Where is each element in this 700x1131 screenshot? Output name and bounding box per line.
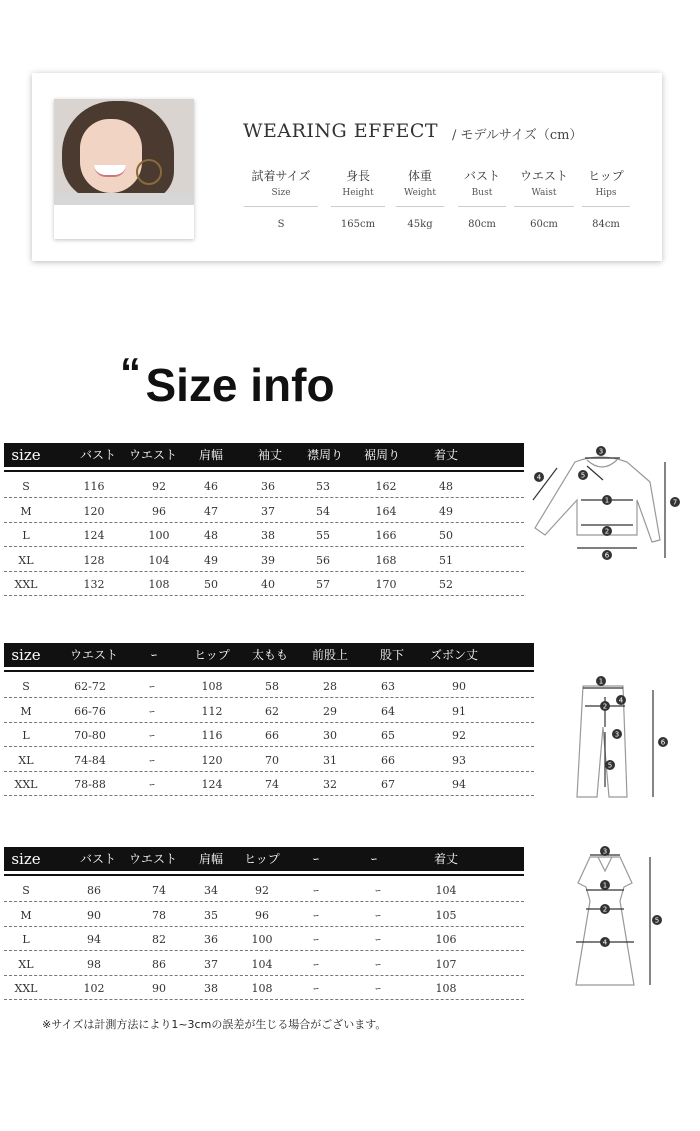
table-cell: 57 <box>316 578 330 591</box>
table-header-cell: ウエスト <box>128 448 177 462</box>
table-cell: 86 <box>152 957 166 971</box>
table-cell: ｰ <box>375 884 381 897</box>
table-cell: 74 <box>265 778 279 791</box>
table-cell: 164 <box>375 504 397 518</box>
table-cell: 78-88 <box>74 778 106 791</box>
model-size-subtitle: / モデルサイズ（cm） <box>452 128 583 143</box>
measure-value: S <box>277 219 285 230</box>
table-header-cell: ヒップ <box>194 648 230 662</box>
table-cell: 38 <box>204 982 218 995</box>
measure-column <box>514 167 574 230</box>
size-table-header <box>4 443 524 467</box>
measure-label-jp: ウエスト <box>519 169 568 183</box>
table-cell: 55 <box>316 529 330 542</box>
table-row <box>4 571 524 596</box>
quote-mark: “ <box>120 349 141 396</box>
measure-value: 84cm <box>592 219 620 230</box>
table-cell: 36 <box>204 933 218 946</box>
dress-label-5: 5 <box>654 916 660 925</box>
table-cell: 74-84 <box>74 753 106 767</box>
table-cell: 66 <box>381 753 395 767</box>
table-cell: 37 <box>261 504 275 518</box>
header-underline <box>4 470 524 472</box>
table-cell: 49 <box>204 553 218 567</box>
table-cell: 170 <box>375 578 397 591</box>
table-cell: 37 <box>204 957 218 971</box>
pants-label-5: 5 <box>607 761 613 770</box>
table-cell: 90 <box>452 680 466 693</box>
measure-value: 45kg <box>407 219 433 230</box>
table-cell: 124 <box>201 778 223 791</box>
table-header-cell: size <box>11 646 41 664</box>
table-cell: 92 <box>255 884 269 897</box>
table-cell: L <box>22 933 30 946</box>
table-cell: ｰ <box>313 908 319 922</box>
table-cell: 100 <box>251 933 273 946</box>
table-cell: 108 <box>148 578 170 591</box>
table-cell: 56 <box>316 553 330 567</box>
table-cell: L <box>22 529 30 542</box>
table-cell: 94 <box>87 933 101 946</box>
table-cell: 47 <box>204 504 218 518</box>
top-label-3: 3 <box>598 447 604 456</box>
table-header-cell: 肩幅 <box>198 448 223 462</box>
table-cell: 120 <box>201 753 223 767</box>
table-cell: 49 <box>439 504 453 518</box>
table-cell: M <box>20 704 32 718</box>
table-row <box>4 498 524 523</box>
table-cell: S <box>22 680 30 693</box>
dress-label-3: 3 <box>602 847 608 856</box>
table-cell: 29 <box>323 704 337 718</box>
table-cell: 50 <box>439 529 453 542</box>
table-cell: 108 <box>201 680 223 693</box>
top-label-5: 5 <box>580 471 586 480</box>
table-cell: 70 <box>265 753 279 767</box>
table-row <box>4 902 524 927</box>
table-header-cell: ｰ <box>312 852 319 866</box>
pants-label-3: 3 <box>614 730 620 739</box>
table-cell: 106 <box>435 933 457 946</box>
table-cell: 86 <box>87 884 101 897</box>
table-cell: 78 <box>152 908 166 922</box>
measure-value: 60cm <box>530 219 558 230</box>
table-cell: 28 <box>323 680 337 693</box>
top-label-2: 2 <box>604 527 610 536</box>
table-row <box>4 747 534 772</box>
top-label-6: 6 <box>604 551 610 560</box>
table-cell: 168 <box>375 553 397 567</box>
table-cell: 62-72 <box>74 680 106 693</box>
table-cell: 36 <box>261 480 275 493</box>
table-cell: M <box>20 908 32 922</box>
table-cell: 74 <box>152 884 166 897</box>
table-cell: 40 <box>261 578 275 591</box>
table-cell: 48 <box>204 529 218 542</box>
table-row <box>4 877 524 902</box>
measure-divider <box>331 206 385 207</box>
table-header-cell: ウエスト <box>69 648 118 662</box>
table-cell: XL <box>18 753 34 767</box>
table-cell: ｰ <box>313 957 319 971</box>
table-cell: ｰ <box>149 778 155 791</box>
table-header-cell: ｰ <box>150 648 157 662</box>
measure-divider <box>458 206 506 207</box>
table-row <box>4 698 534 723</box>
table-cell: 35 <box>204 908 218 922</box>
table-cell: ｰ <box>375 957 381 971</box>
table-cell: 38 <box>261 529 275 542</box>
dress-measure-diagram <box>562 845 682 995</box>
table-cell: 66-76 <box>74 704 106 718</box>
measure-label-en: Waist <box>531 188 557 198</box>
size-table-header <box>4 847 524 871</box>
table-cell: 96 <box>255 908 269 922</box>
table-cell: ｰ <box>375 933 381 946</box>
table-cell: 30 <box>323 729 337 742</box>
table-cell: 104 <box>148 553 170 567</box>
table-row <box>4 473 524 498</box>
table-cell: 66 <box>265 729 279 742</box>
measure-divider <box>582 206 630 207</box>
table-header-cell: 襟周り <box>306 448 343 462</box>
table-header-cell: 着丈 <box>433 852 458 866</box>
table-row <box>4 975 524 1000</box>
table-header-cell: size <box>11 850 41 868</box>
table-cell: 62 <box>265 704 279 718</box>
table-cell: 91 <box>452 704 466 718</box>
measure-label-jp: 身長 <box>345 169 370 183</box>
measure-column <box>458 167 506 230</box>
table-cell: 70-80 <box>74 729 106 742</box>
measure-label-jp: ヒップ <box>588 169 624 183</box>
pants-label-6: 6 <box>660 738 666 747</box>
table-cell: XXL <box>14 578 38 591</box>
table-cell: 108 <box>435 982 457 995</box>
measure-label-en: Hips <box>595 188 617 198</box>
measure-label-jp: 体重 <box>407 169 432 183</box>
table-cell: ｰ <box>375 982 381 995</box>
measure-label-jp: 試着サイズ <box>251 169 311 183</box>
table-header-cell: バスト <box>79 448 116 462</box>
table-cell: 90 <box>87 908 101 922</box>
table-cell: XL <box>18 957 34 971</box>
measure-label-en: Bust <box>471 188 493 198</box>
table-cell: 48 <box>439 480 453 493</box>
table-cell: 116 <box>83 480 105 493</box>
measure-value: 165cm <box>340 219 376 230</box>
table-header-cell: 肩幅 <box>198 852 223 866</box>
table-header-cell: ｰ <box>370 852 377 866</box>
measure-column <box>244 167 318 230</box>
table-header-cell: 着丈 <box>433 448 458 462</box>
pants-label-2: 2 <box>602 702 608 711</box>
measure-divider <box>514 206 574 207</box>
pants-label-1: 1 <box>598 677 604 686</box>
table-cell: 100 <box>148 529 170 542</box>
table-cell: 94 <box>452 778 466 791</box>
table-cell: 50 <box>204 578 218 591</box>
table-cell: 32 <box>323 778 337 791</box>
table-cell: 82 <box>152 933 166 946</box>
table-cell: ｰ <box>149 729 155 742</box>
table-cell: 108 <box>251 982 273 995</box>
table-cell: 98 <box>87 957 101 971</box>
table-header-cell: 太もも <box>251 648 288 662</box>
table-row <box>4 771 534 796</box>
table-cell: 162 <box>375 480 397 493</box>
size-table-header <box>4 643 534 667</box>
dress-label-4: 4 <box>602 938 608 947</box>
table-cell: ｰ <box>375 908 381 922</box>
table-cell: ｰ <box>149 680 155 693</box>
table-cell: M <box>20 504 32 518</box>
table-header-cell: ズボン丈 <box>429 648 478 662</box>
top-label-1: 1 <box>604 496 610 505</box>
table-cell: ｰ <box>149 704 155 718</box>
table-header-cell: ヒップ <box>244 852 280 866</box>
table-cell: 120 <box>83 504 105 518</box>
model-photo <box>54 99 194 239</box>
table-cell: XL <box>18 553 34 567</box>
table-cell: ｰ <box>313 982 319 995</box>
table-cell: 39 <box>261 553 275 567</box>
wearing-effect-title: WEARING EFFECT <box>243 120 439 142</box>
table-cell: 46 <box>204 480 218 493</box>
top-measure-diagram <box>525 440 690 570</box>
dress-label-2: 2 <box>602 905 608 914</box>
table-cell: 63 <box>381 680 395 693</box>
table-cell: 124 <box>83 529 105 542</box>
table-cell: 112 <box>201 704 223 718</box>
table-cell: 107 <box>435 957 457 971</box>
table-cell: L <box>22 729 30 742</box>
measurement-note: ※サイズは計測方法により1~3cmの誤差が生じる場合がございます。 <box>42 1018 387 1031</box>
table-cell: 104 <box>435 884 457 897</box>
table-cell: 53 <box>316 480 330 493</box>
table-cell: 116 <box>201 729 223 742</box>
table-cell: 65 <box>381 729 395 742</box>
measure-divider <box>244 206 318 207</box>
measure-label-jp: バスト <box>463 169 500 183</box>
pants-measure-diagram <box>565 672 675 802</box>
size-info-heading <box>120 349 335 412</box>
header-underline <box>4 874 524 876</box>
table-cell: ｰ <box>313 933 319 946</box>
table-cell: 132 <box>83 578 105 591</box>
table-cell: ｰ <box>313 884 319 897</box>
table-row <box>4 522 524 547</box>
table-cell: 105 <box>435 908 457 922</box>
table-cell: 54 <box>316 504 330 518</box>
measure-column <box>582 167 630 230</box>
size-info-title: Size info <box>145 359 335 411</box>
table-cell: 51 <box>439 553 453 567</box>
table-cell: 128 <box>83 553 105 567</box>
table-row <box>4 951 524 976</box>
table-cell: S <box>22 884 30 897</box>
table-cell: 58 <box>265 680 279 693</box>
table-header-cell: size <box>11 446 41 464</box>
table-cell: ｰ <box>149 753 155 767</box>
table-row <box>4 722 534 747</box>
table-cell: 166 <box>375 529 397 542</box>
table-cell: 52 <box>439 578 453 591</box>
table-cell: 92 <box>152 480 166 493</box>
measure-divider <box>396 206 444 207</box>
wearing-effect-card <box>32 73 662 261</box>
table-header-cell: 股下 <box>379 648 404 662</box>
table-cell: XXL <box>14 778 38 791</box>
table-row <box>4 547 524 572</box>
table-header-cell: 裾周り <box>363 448 400 462</box>
table-row <box>4 673 534 698</box>
table-cell: 34 <box>204 884 218 897</box>
measure-column <box>396 167 444 230</box>
measure-label-en: Weight <box>404 188 436 198</box>
table-cell: 102 <box>83 982 105 995</box>
top-label-4: 4 <box>536 473 542 482</box>
table-header-cell: バスト <box>79 852 116 866</box>
measure-label-en: Height <box>342 188 374 198</box>
table-cell: S <box>22 480 30 493</box>
table-row <box>4 926 524 951</box>
measure-column <box>331 167 385 230</box>
table-cell: 90 <box>152 982 166 995</box>
header-underline <box>4 670 534 672</box>
table-header-cell: 前股上 <box>311 648 348 662</box>
dress-label-1: 1 <box>602 881 608 890</box>
table-cell: XXL <box>14 982 38 995</box>
table-cell: 92 <box>452 729 466 742</box>
table-cell: 67 <box>381 778 395 791</box>
pants-label-4: 4 <box>618 696 624 705</box>
table-cell: 64 <box>381 704 395 718</box>
table-header-cell: 袖丈 <box>257 448 282 462</box>
table-cell: 93 <box>452 753 466 767</box>
table-cell: 31 <box>323 753 337 767</box>
measure-value: 80cm <box>468 219 496 230</box>
table-header-cell: ウエスト <box>128 852 177 866</box>
table-cell: 96 <box>152 504 166 518</box>
top-label-7: 7 <box>672 498 678 507</box>
table-cell: 104 <box>251 957 273 971</box>
measure-label-en: Size <box>271 188 291 198</box>
